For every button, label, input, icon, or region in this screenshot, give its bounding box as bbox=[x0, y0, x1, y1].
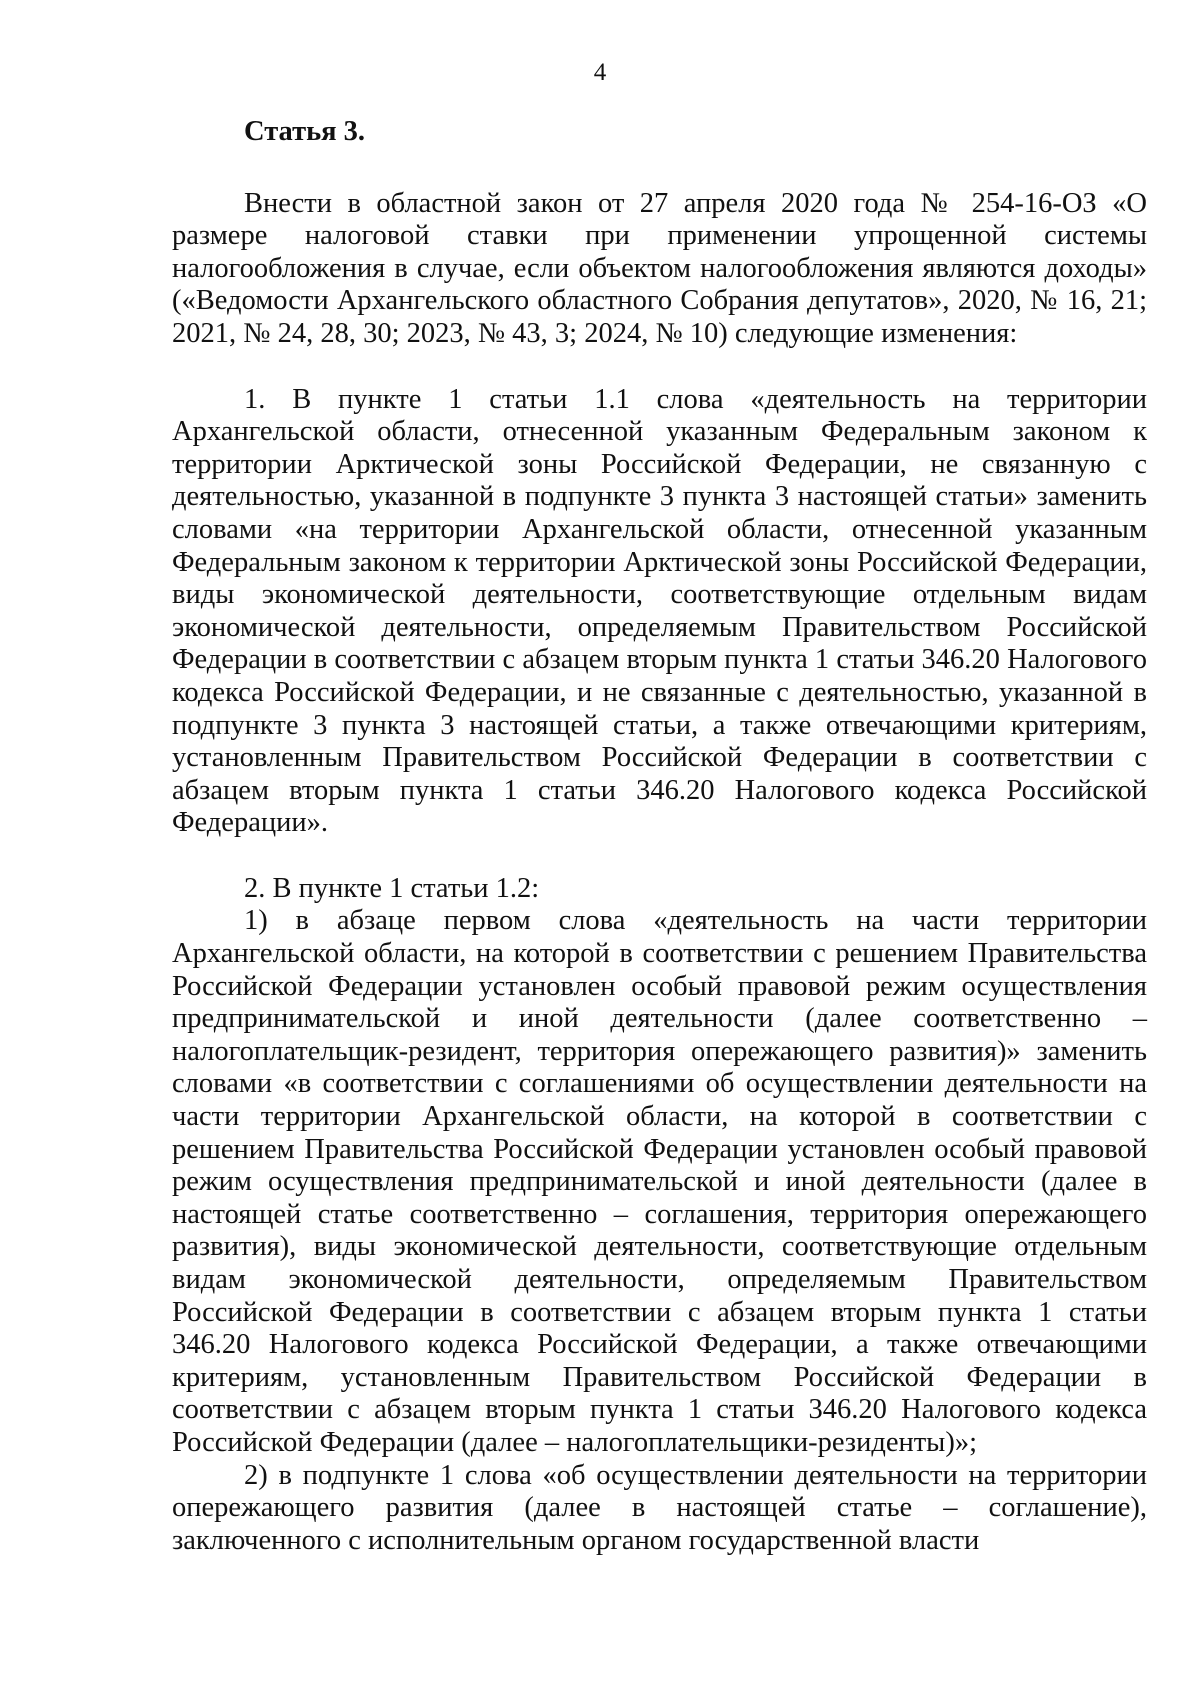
amendment-item-1: 1. В пункте 1 статьи 1.1 слова «деятельность на территории Архангельской области, отнесенной указанным Федеральным законом к территории Арктической зоны Российской Федерации, не связанную с деятельностью, указанной в подпункте 3 пункта 3 настоящей статьи» заменить словами «на территории Архангельской области, отнесенной указанным Федеральным законом к территории Арктической зоны Российской Федерации, виды экономической деятельности, соответствующие отдельным видам экономической деятельности, определяемым Правительством Российской Федерации в соответствии с абзацем вторым пункта 1 статьи 346.20 Налогового кодекса Российской Федерации, и не связанные с деятельностью, указанной в подпункте 3 пункта 3 настоящей статьи, а также отвечающими критериям, установленным Правительством Российской Федерации в соответствии с абзацем вторым пункта 1 статьи 346.20 Налогового кодекса Российской Федерации». bbox=[172, 383, 1147, 839]
amendment-item-2-heading: 2. В пункте 1 статьи 1.2: bbox=[244, 872, 540, 904]
page-number: 4 bbox=[593, 59, 607, 86]
document-body bbox=[172, 116, 1147, 1557]
article-title: Статья 3. bbox=[244, 116, 366, 147]
amendment-item-2-subitem-1: 1) в абзаце первом слова «деятельность на части территории Архангельской области, на которой в соответствии с решением Правительства Российской Федерации установлен особый правовой режим осуществления предпринимательской и иной деятельности (далее соответственно – налогоплательщик-резидент, территория опережающего развития)» заменить словами «в соответствии с соглашениями об осуществлении деятельности на части территории Архангельской области, на которой в соответствии с решением Правительства Российской Федерации установлен особый правовой режим осуществления предпринимательской и иной деятельности (далее в настоящей статье соответственно – соглашения, территория опережающего развития), виды экономической деятельности, соответствующие отдельным видам экономической деятельности, определяемым Правительством Российской Федерации в соответствии с абзацем вторым пункта 1 статьи 346.20 Налогового кодекса Российской Федерации, а также отвечающими критериям, установленным Правительством Российской Федерации в соответствии с абзацем вторым пункта 1 статьи 346.20 Налогового кодекса Российской Федерации (далее – налогоплательщики-резиденты)»; bbox=[172, 905, 1147, 1458]
amendment-item-2-subitem-2: 2) в подпункте 1 слова «об осуществлении деятельности на территории опережающего развития (далее в настоящей статье – соглашение), заключенного с исполнительным органом государственной власти bbox=[172, 1459, 1147, 1556]
article-intro-paragraph: Внести в областной закон от 27 апреля 2020 года № 254-16-ОЗ «О размере налоговой ставки при применении упрощенной системы налогообложения в случае, если объектом налогообложения являются доходы» («Ведомости Архангельского областного Собрания депутатов», 2020, № 16, 21; 2021, № 24, 28, 30; 2023, № 43, 3; 2024, № 10) следующие изменения: bbox=[172, 187, 1147, 349]
